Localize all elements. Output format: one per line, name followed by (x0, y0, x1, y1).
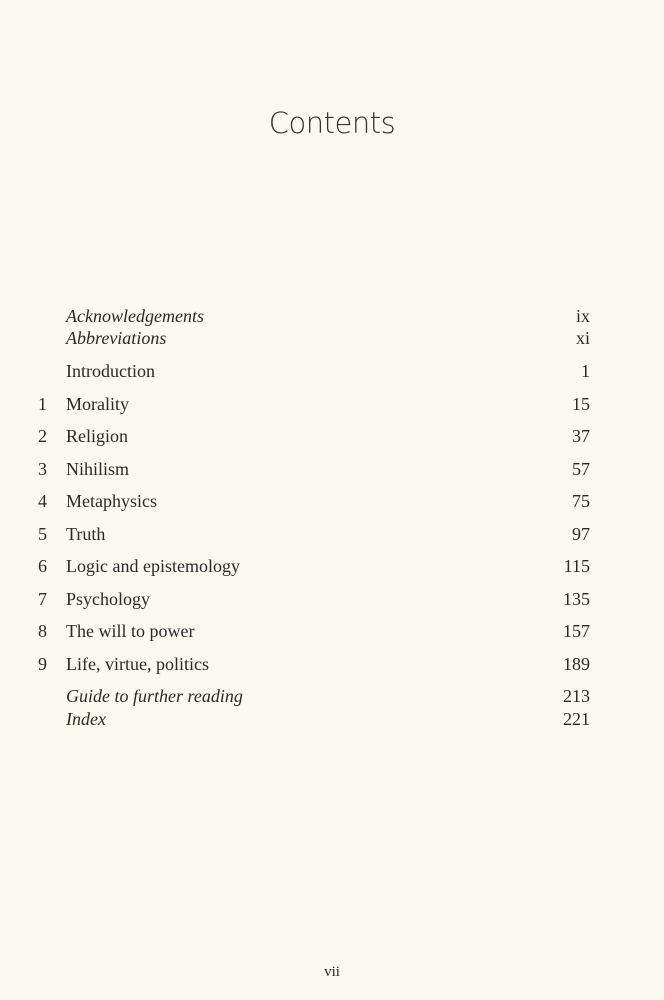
chapter-number: 1 (38, 394, 47, 414)
entry-title: Morality (66, 394, 129, 414)
chapter-number: 9 (38, 654, 47, 674)
page-reference: 135 (563, 589, 590, 609)
chapter-number: 7 (38, 589, 47, 609)
page-reference: 97 (572, 524, 590, 544)
page-reference: 189 (563, 654, 590, 674)
entry-title: The will to power (66, 621, 195, 641)
toc-entry (0, 621, 664, 645)
page-title: Contents (268, 106, 396, 140)
toc-entry (0, 654, 664, 678)
toc-entry (0, 589, 664, 613)
page-reference: 15 (572, 394, 590, 414)
entry-title: Index (66, 709, 106, 729)
toc-entry (0, 306, 664, 330)
page-reference: 157 (563, 621, 590, 641)
page-number: vii (324, 964, 340, 980)
toc-entry (0, 328, 664, 352)
page-reference: 221 (563, 709, 590, 729)
entry-title: Psychology (66, 589, 151, 609)
page-reference: 37 (572, 426, 590, 446)
page-reference: 57 (572, 459, 590, 479)
toc-entry (0, 686, 664, 710)
entry-title: Life, virtue, politics (66, 654, 209, 674)
toc-entry (0, 491, 664, 515)
entry-title: Metaphysics (66, 491, 157, 511)
toc-entry (0, 709, 664, 733)
page-reference: xi (575, 328, 590, 348)
entry-title: Acknowledgements (66, 306, 204, 326)
page-reference: 115 (563, 556, 590, 576)
chapter-number: 6 (38, 556, 47, 576)
toc-entry (0, 426, 664, 450)
chapter-number: 4 (38, 491, 47, 511)
toc-entry (0, 556, 664, 580)
page-reference: 1 (581, 361, 590, 381)
entry-title: Religion (66, 426, 128, 446)
chapter-number: 8 (38, 621, 47, 641)
toc-entry (0, 361, 664, 385)
chapter-number: 5 (38, 524, 47, 544)
entry-title: Abbreviations (66, 328, 167, 348)
entry-title: Introduction (66, 361, 155, 381)
toc-entry (0, 394, 664, 418)
toc-entry (0, 524, 664, 548)
chapter-number: 3 (38, 459, 47, 479)
page-reference: 213 (563, 686, 590, 706)
page-reference: ix (575, 306, 590, 326)
page-reference: 75 (572, 491, 590, 511)
entry-title: Truth (66, 524, 106, 544)
toc-entry (0, 459, 664, 483)
chapter-number: 2 (38, 426, 47, 446)
entry-title: Logic and epistemology (66, 556, 240, 576)
entry-title: Nihilism (66, 459, 130, 479)
entry-title: Guide to further reading (66, 686, 243, 706)
